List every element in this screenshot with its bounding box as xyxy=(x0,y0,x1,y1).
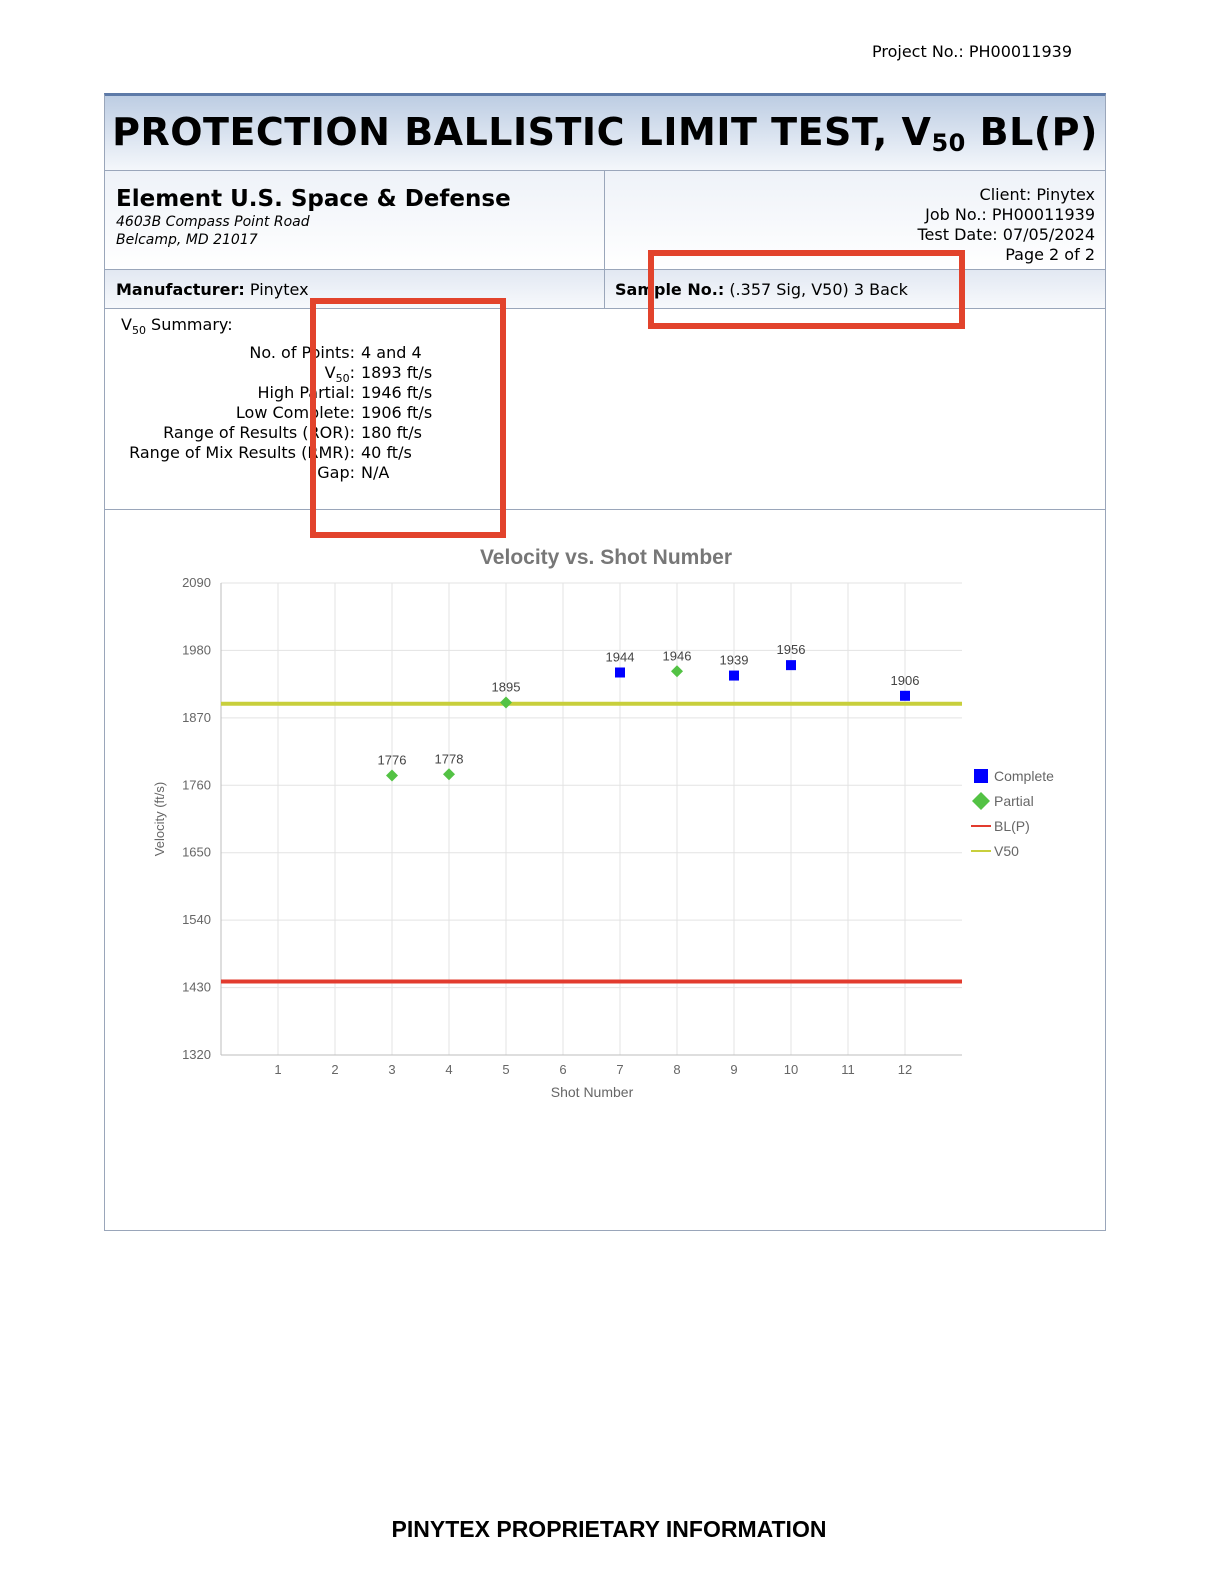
y-tick-label: 1320 xyxy=(182,1047,211,1062)
company-block xyxy=(105,171,605,269)
legend-swatch-partial xyxy=(972,792,990,810)
summary-value: 4 and 4 xyxy=(361,343,422,362)
x-tick-label: 8 xyxy=(673,1062,681,1077)
velocity-chart xyxy=(105,510,1104,1232)
summary-value: 1946 ft/s xyxy=(361,383,433,402)
x-tick-label: 11 xyxy=(841,1062,855,1077)
report-title-suffix: BL(P) xyxy=(965,109,1098,154)
summary-label: No. of Points: xyxy=(249,343,355,362)
data-label: 1956 xyxy=(776,642,806,658)
summary-label-prefix: V xyxy=(324,363,336,382)
summary-label: Low Complete: xyxy=(235,403,355,422)
data-label: 1946 xyxy=(662,648,692,664)
project-number xyxy=(872,42,1072,61)
sample-value: (.357 Sig, V50) 3 Back xyxy=(729,280,908,299)
manufacturer-label: Manufacturer: xyxy=(116,280,245,299)
data-label: 1895 xyxy=(491,679,521,695)
complete-point xyxy=(900,691,910,701)
summary-label: High Partial: xyxy=(257,383,355,402)
legend-swatch-complete xyxy=(974,769,988,783)
sample-label: Sample No.: xyxy=(615,280,725,299)
title-bar xyxy=(105,96,1105,171)
data-label: 1906 xyxy=(890,672,920,688)
x-tick-label: 6 xyxy=(559,1062,567,1077)
x-axis-title: Shot Number xyxy=(550,1084,634,1100)
summary-heading xyxy=(121,315,233,337)
summary-value: 1906 ft/s xyxy=(361,403,433,422)
complete-point xyxy=(729,671,739,681)
data-label: 1776 xyxy=(377,752,407,768)
legend-label: V50 xyxy=(994,843,1019,859)
job-number-line: Job No.: PH00011939 xyxy=(925,205,1095,224)
summary-value: 40 ft/s xyxy=(361,443,412,462)
test-date-line: Test Date: 07/05/2024 xyxy=(917,225,1095,244)
legend-label: BL(P) xyxy=(994,818,1030,834)
partial-point xyxy=(500,697,512,709)
report-title xyxy=(112,110,1098,157)
summary-value: N/A xyxy=(361,463,390,482)
data-label: 1944 xyxy=(605,649,635,665)
project-number-value: PH00011939 xyxy=(968,42,1072,61)
summary-heading-subscript: 50 xyxy=(131,324,146,338)
y-tick-label: 1760 xyxy=(182,777,211,793)
company-address-1: 4603B Compass Point Road xyxy=(116,214,310,230)
highlight-box-summary xyxy=(310,298,506,538)
summary-heading-prefix: V xyxy=(121,315,132,334)
report-title-main: PROTECTION BALLISTIC LIMIT TEST, V xyxy=(112,109,932,154)
x-tick-label: 1 xyxy=(274,1062,282,1077)
report-title-subscript: 50 xyxy=(931,128,966,157)
x-tick-label: 3 xyxy=(388,1062,396,1077)
x-tick-label: 2 xyxy=(331,1062,339,1077)
summary-value: 180 ft/s xyxy=(361,423,422,442)
page-number-line: Page 2 of 2 xyxy=(1005,245,1095,264)
chart-area xyxy=(105,510,1105,1232)
footer-notice: PINYTEX PROPRIETARY INFORMATION xyxy=(391,1516,827,1542)
company-name: Element U.S. Space & Defense xyxy=(116,186,511,212)
client-line: Client: Pinytex xyxy=(979,185,1095,204)
partial-point xyxy=(443,768,455,780)
x-tick-label: 9 xyxy=(730,1062,738,1077)
legend-label: Partial xyxy=(994,793,1034,809)
data-label: 1939 xyxy=(719,652,749,668)
x-tick-label: 12 xyxy=(897,1062,913,1077)
summary-label: Range of Mix Results (RMR): xyxy=(129,443,355,462)
x-tick-label: 5 xyxy=(502,1062,510,1077)
data-label: 1778 xyxy=(434,751,464,767)
project-number-label: Project No.: xyxy=(872,42,964,61)
summary-label-subscript: 50 xyxy=(335,372,350,386)
manufacturer-value: Pinytex xyxy=(249,280,309,299)
x-tick-label: 4 xyxy=(445,1062,453,1077)
complete-point xyxy=(615,667,625,677)
summary-label-suffix: : xyxy=(349,363,355,382)
x-tick-label: 7 xyxy=(616,1062,624,1077)
y-axis-title: Velocity (ft/s) xyxy=(152,781,167,857)
partial-point xyxy=(671,665,683,677)
partial-point xyxy=(386,769,398,781)
y-tick-label: 1980 xyxy=(182,642,211,658)
y-tick-label: 1870 xyxy=(182,709,211,725)
summary-value: 1893 ft/s xyxy=(361,363,433,382)
y-tick-label: 1650 xyxy=(182,844,211,860)
x-tick-label: 10 xyxy=(783,1062,799,1077)
y-tick-label: 1430 xyxy=(182,979,211,995)
chart-title: Velocity vs. Shot Number xyxy=(479,546,733,569)
legend-label: Complete xyxy=(994,768,1054,784)
y-tick-label: 1540 xyxy=(182,912,211,928)
v50-summary xyxy=(105,309,1105,510)
summary-label: Range of Results (ROR): xyxy=(163,423,355,442)
company-address-2: Belcamp, MD 21017 xyxy=(116,232,258,248)
highlight-box-sample xyxy=(648,250,965,329)
summary-heading-suffix: Summary: xyxy=(145,315,233,334)
summary-label: Gap: xyxy=(317,463,355,482)
y-tick-label: 2090 xyxy=(182,575,211,590)
complete-point xyxy=(786,660,796,670)
